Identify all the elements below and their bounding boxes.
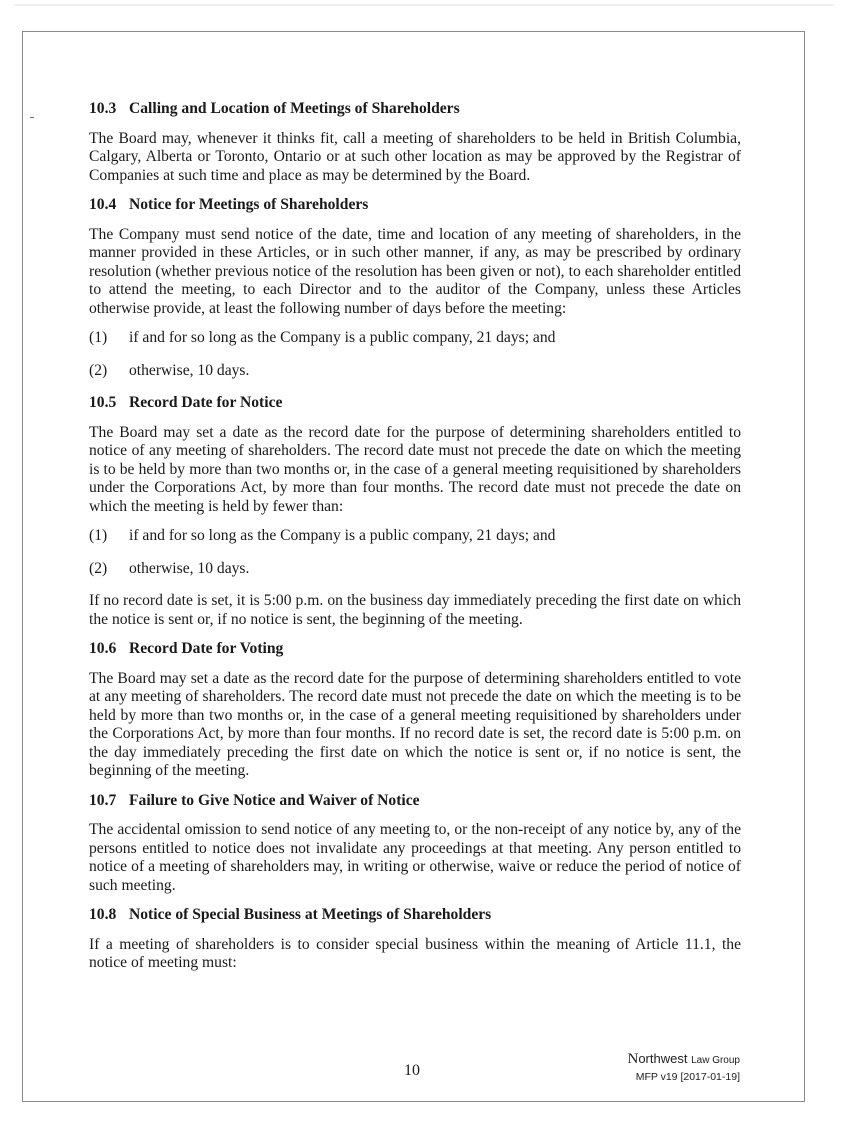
paragraph: The Company must send notice of the date, time and location of any meeting of shareholders, in the manner provided in these Articles, or in such other manner, if any, as may be prescribed by ordinary resolution (whether previous notice of the resolution has been given or not), to each shareholder entitled to attend the meeting, to each Director and to the auditor of the Company, unless these Articles otherwise provide, at least the following number of days before the meeting:	[89, 225, 741, 317]
list-item-text: if and for so long as the Company is a public company, 21 days; and	[129, 329, 556, 346]
paragraph: The accidental omission to send notice of any meeting to, or the non-receipt of any notice by, any of the persons entitled to notice does not invalidate any proceedings at that meeting. Any person entitled to notice of a meeting of shareholders may, in writing or otherwise, waive or reduce the period of notice of such meeting.	[89, 821, 741, 894]
section-number: 10.4	[89, 196, 117, 213]
section-10-5	[89, 394, 741, 629]
section-10-4	[89, 196, 741, 380]
section-heading	[89, 792, 741, 811]
list-item-text: if and for so long as the Company is a public company, 21 days; and	[129, 527, 556, 544]
section-heading	[89, 640, 741, 659]
section-heading	[89, 196, 741, 215]
list-item-label: (2)	[89, 361, 108, 379]
firm-initial: N	[627, 1051, 639, 1067]
section-title: Notice for Meetings of Shareholders	[129, 196, 369, 213]
document-body	[89, 100, 741, 984]
list-item-text: otherwise, 10 days.	[129, 361, 250, 379]
section-number: 10.6	[89, 640, 117, 657]
section-10-8	[89, 906, 741, 973]
list-item	[89, 329, 741, 348]
list-item	[89, 527, 741, 546]
list-item-label: (1)	[89, 329, 108, 346]
section-title: Record Date for Notice	[129, 394, 283, 411]
paragraph: The Board may set a date as the record date for the purpose of determining shareholders entitled to notice of any meeting of shareholders. The record date must not precede the date on which the meeting is to be held by more than two months or, in the case of a general meeting requisitioned by shareholders under the Corporations Act, by more than four months. The record date must not precede the date on which the meeting is held by fewer than:	[89, 423, 741, 515]
section-title: Record Date for Voting	[129, 640, 284, 657]
firm-name	[627, 1050, 740, 1069]
section-10-7	[89, 792, 741, 896]
section-number: 10.8	[89, 906, 117, 923]
list-item-text: otherwise, 10 days.	[129, 559, 250, 577]
paragraph: The Board may set a date as the record date for the purpose of determining shareholders entitled to vote at any meeting of shareholders. The record date must not precede the date on which the meeting is to be held by more than two months or, in the case of a general meeting requisitioned by shareholders under the Corporations Act, by more than four months. If no record date is set, the record date is 5:00 p.m. on the day immediately preceding the first date on which the notice is sent or, if no notice is sent, the beginning of the meeting.	[89, 669, 741, 779]
firm-suffix: Law Group	[691, 1055, 740, 1066]
margin-mark	[30, 117, 34, 118]
section-number: 10.7	[89, 791, 117, 809]
section-10-3	[89, 100, 741, 185]
section-title: Calling and Location of Meetings of Shareholders	[129, 100, 460, 117]
section-10-6	[89, 640, 741, 781]
list-item-label: (2)	[89, 559, 108, 577]
list-item-label: (1)	[89, 527, 108, 544]
footer-brand	[627, 1050, 740, 1085]
section-heading	[89, 394, 741, 413]
section-heading	[89, 906, 741, 925]
list-item	[89, 560, 741, 579]
section-heading	[89, 100, 741, 119]
page-number: 10	[404, 1062, 420, 1079]
section-title: Notice of Special Business at Meetings of Shareholders	[129, 906, 492, 923]
section-title: Failure to Give Notice and Waiver of Notice	[129, 791, 420, 809]
section-number: 10.5	[89, 394, 117, 411]
paragraph: The Board may, whenever it thinks fit, call a meeting of shareholders to be held in British Columbia, Calgary, Alberta or Toronto, Ontario or at such other location as may be approved by the Registrar of Companies at such time and place as may be determined by the Board.	[89, 129, 741, 184]
paragraph: If a meeting of shareholders is to consider special business within the meaning of Article 11.1, the notice of meeting must:	[89, 935, 741, 971]
scan-artifact	[14, 4, 834, 6]
list-item	[89, 362, 741, 381]
paragraph: If no record date is set, it is 5:00 p.m. on the business day immediately preceding the first date on which the notice is sent or, if no notice is sent, the beginning of the meeting.	[89, 592, 741, 628]
firm-name-rest: orthwest	[638, 1051, 688, 1066]
section-number: 10.3	[89, 100, 117, 117]
document-version: MFP v19 [2017-01-19]	[635, 1071, 740, 1083]
